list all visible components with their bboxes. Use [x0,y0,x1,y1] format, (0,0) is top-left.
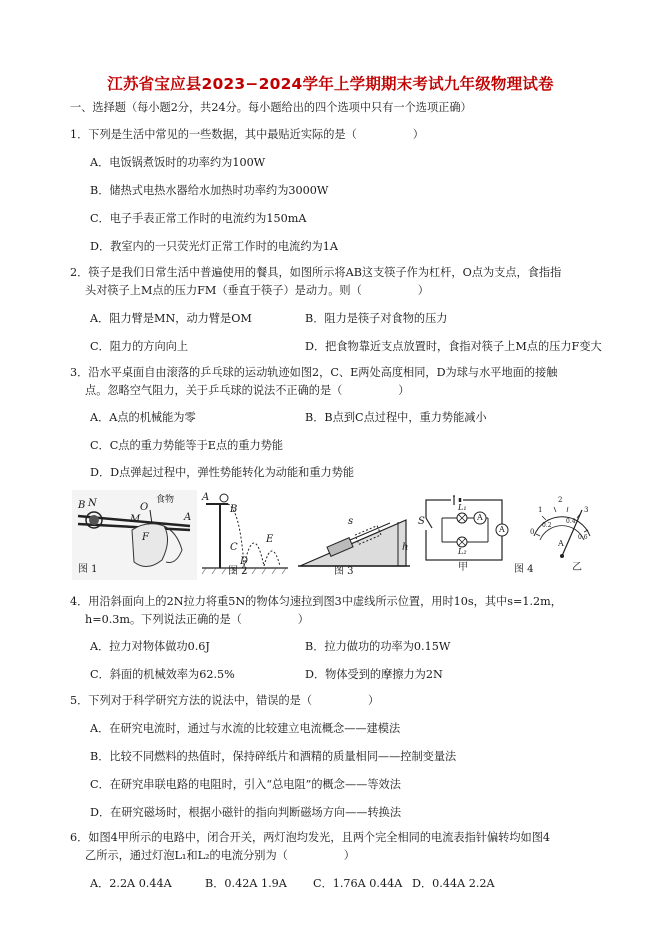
fig4b-tick-04: 0.4 [566,518,576,525]
fig3-label-h: h [402,542,409,553]
q2-stem-line1: 2．筷子是我们日常生活中普遍使用的餐具，如图所示将AB这支筷子作为杠杆，O点为支点，食指指 [70,266,562,279]
q4-stem-line1: 4．用沿斜面向上的2N拉力将重5N的物体匀速拉到图3中虚线所示位置，用时10s，其中s=1.2m， [70,595,562,608]
fig4a-caption: 甲 [458,562,468,573]
fig4b-unit: A [558,539,564,548]
fig4b-tick-3: 3 [584,506,589,514]
figure-4a-circuit [418,490,510,580]
fig2-label-e: E [266,534,274,545]
fig4b-tick-2: 2 [558,496,563,504]
fig1-label-m: M [130,514,141,525]
q2-option-b: B．阻力是筷子对食物的压力 [305,312,448,325]
q1-option-d: D．教室内的一只荧光灯正常工作时的电流约为1A [90,240,338,253]
fig1-label-food: 食物 [156,495,175,505]
fig2-label-c: C [230,542,238,553]
q2-option-d: D．把食物靠近支点放置时，食指对筷子上M点的压力F变大 [305,340,602,353]
fig4a-ammeter-1: A [477,513,483,522]
fig4b-tick-1: 1 [538,506,543,514]
q3-option-d: D．D点弹起过程中，弹性势能转化为动能和重力势能 [90,466,355,479]
q6-stem-line2: 乙所示，通过灯泡L₁和L₂的电流分别为（ ） [85,849,355,862]
fig4a-label-s: S [418,516,425,527]
figure-4b-ammeter [528,490,595,580]
fig4b-caption: 乙 [572,562,582,573]
figure-3-incline [294,490,414,580]
fig4b-tick-06: 0.6 [578,534,588,541]
q3-stem-line1: 3．沿水平桌面自由滚落的乒乓球的运动轨迹如图2，C、E两处高度相同，D为球与水平地面的接触 [70,366,558,379]
q2-stem-line2: 头对筷子上M点的压力FM（垂直于筷子）是动力。则（ ） [85,284,429,297]
fig3-label-s: s [348,516,354,527]
fig4b-tick-02: 0.2 [542,522,552,529]
q5-option-c: C．在研究串联电路的电阻时，引入“总电阻”的概念——等效法 [90,778,401,791]
q4-option-a: A．拉力对物体做功0.6J [90,640,210,653]
figure-2-pingpong [200,490,290,580]
q4-option-c: C．斜面的机械效率为62.5% [90,668,235,681]
exam-title: 江苏省宝应县2023−2024学年上学期期末考试九年级物理试卷 [107,75,554,93]
fig1-label-n: N [88,498,97,509]
q1-stem: 1．下列是生活中常见的一些数据，其中最贴近实际的是（ ） [70,128,424,141]
fig2-label-d: D [240,556,249,567]
fig1-label-o: O [140,502,149,513]
q4-option-d: D．物体受到的摩擦力为2N [305,668,443,681]
section-heading: 一、选择题（每小题2分，共24分。每小题给出的四个选项中只有一个选项正确） [70,101,472,114]
fig3-caption: 图 3 [334,566,354,577]
q3-option-c: C．C点的重力势能等于E点的重力势能 [90,439,284,452]
q1-option-b: B．储热式电热水器给水加热时功率约为3000W [90,184,329,197]
q5-stem: 5．下列对于科学研究方法的说法中，错误的是（ ） [70,694,380,707]
q6-stem-line1: 6．如图4甲所示的电路中，闭合开关，两灯泡均发光，且两个完全相同的电流表指针偏转均如图4 [70,831,551,844]
q6-option-b: B．0.42A 1.9A [205,877,287,890]
q3-stem-line2: 点。忽略空气阻力，关于乒乓球的说法不正确的是（ ） [85,384,410,397]
q3-option-a: A．A点的机械能为零 [90,411,196,424]
fig1-label-b: B [78,500,86,511]
fig4a-label-l1: L₁ [458,503,467,512]
fig1-caption: 图 1 [78,564,98,575]
fig4a-label-l2: L₂ [458,547,467,556]
incline-drawing [294,490,414,580]
figure-strip [72,490,595,580]
q1-option-a: A．电饭锅煮饭时的功率约为100W [90,156,266,169]
figure-1-chopsticks [72,490,197,580]
q5-option-d: D．在研究磁场时，根据小磁针的指向判断磁场方向——转换法 [90,806,402,819]
q1-option-c: C．电子手表正常工作时的电流约为150mA [90,212,307,225]
fig1-label-f: F [142,532,149,543]
q6-option-d: D．0.44A 2.2A [412,877,495,890]
q6-option-a: A．2.2A 0.44A [90,877,172,890]
q5-option-a: A．在研究电流时，通过与水流的比较建立电流概念——建模法 [90,722,401,735]
q5-option-b: B．比较不同燃料的热值时，保持碎纸片和酒精的质量相同——控制变量法 [90,750,457,763]
fig4b-tick-0: 0 [530,528,535,536]
q2-option-c: C．阻力的方向向上 [90,340,189,353]
fig4a-ammeter-2: A [499,525,505,534]
fig1-label-a: A [184,512,192,523]
q6-option-c: C．1.76A 0.44A [313,877,403,890]
fig2-label-a: A [202,492,210,503]
fig4-caption: 图 4 [514,564,534,575]
fig2-label-b: B [230,504,238,515]
q4-stem-line2: h=0.3m。下列说法正确的是（ ） [85,613,309,626]
q2-option-a: A．阻力臂是MN，动力臂是OM [90,312,252,325]
q4-option-b: B．拉力做功的功率为0.15W [305,640,451,653]
q3-option-b: B．B点到C点过程中，重力势能减小 [305,411,487,424]
fig2-caption: 图 2 [228,566,248,577]
